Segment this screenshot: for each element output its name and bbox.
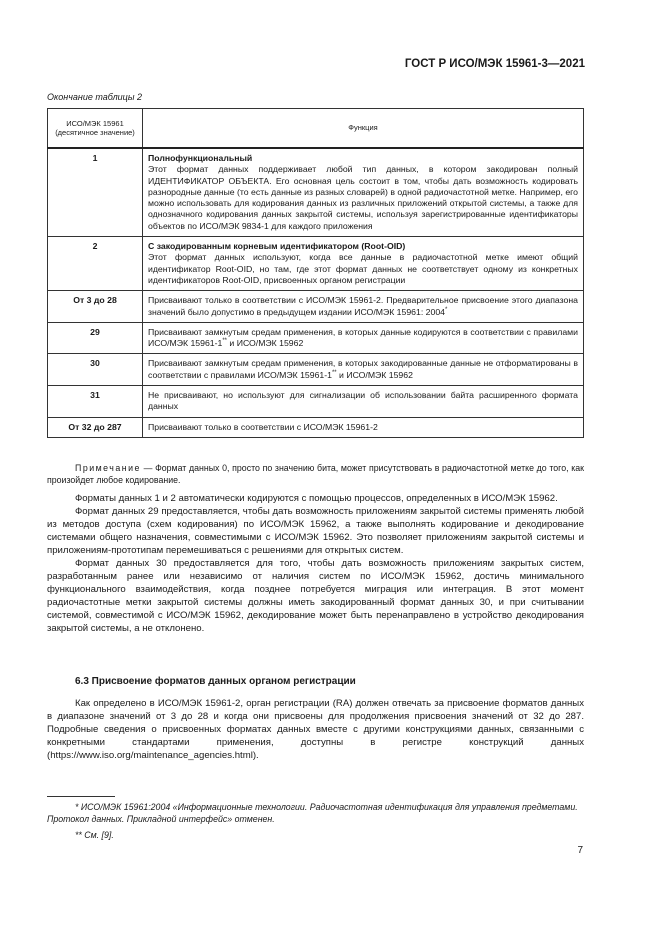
footnote-ref: * — [445, 306, 448, 313]
row-value: От 3 до 28 — [48, 291, 143, 323]
row-text: Присваивают только в соответствии с ИСО/МЭК 15961-2 — [143, 417, 584, 437]
row-text: Присваивают замкнутым средам применения, в которых данные кодируются в соответствии с правилами ИСО/МЭК 15961-1 — [148, 326, 578, 349]
table-row — [48, 417, 584, 437]
row-value: 29 — [48, 322, 143, 354]
footnote-divider — [47, 796, 115, 797]
body-text-block-1 — [47, 492, 584, 635]
table-row — [48, 354, 584, 386]
row-text: Этот формат данных используют, когда все данные в радиочастотной метке имеют общий идентификатор Root-OID, но там, где этот формат данных не соответствует одному из конкретных идентификаторов Root-OID, присвоенных органом регистрации — [148, 252, 578, 285]
body-text-block-2 — [47, 697, 584, 762]
row-text: Присваивают замкнутым средам применения, в которых закодированные данные не отформатированы в соответствии с правилами ИСО/МЭК 15961-1 — [148, 358, 578, 380]
footnote: * ИСО/МЭК 15961:2004 «Информационные технологии. Радиочастотная идентификация для управления предметами. Протокол данных. Прикладной интерфейс» отменен. — [47, 802, 578, 824]
table-row — [48, 322, 584, 354]
note-text: — Формат данных 0, просто по значению бита, может присутствовать в радиочастотной метке до того, как произойдет любое кодирование. — [47, 463, 584, 485]
row-title: С закодированным корневым идентификатором (Root-OID) — [148, 241, 406, 252]
page-number: 7 — [577, 845, 583, 856]
row-value: От 32 до 287 — [48, 417, 143, 437]
table-row — [48, 291, 584, 323]
row-text: Этот формат данных поддерживает любой тип данных, в котором закодирован полный ИДЕНТИФИКАТОР ОБЪЕКТА. Его основная цель состоит в том, чтобы дать возможность кодировать разнородные данные (то есть данные из разных словарей) в одной радиочастотной метке. Например, его можно использовать для кодирования данных из различных приложений открытой системы, а также для однозначного кодирования данных закрытой системы, используя зарегистрированные идентификаторы объектов по ИСО/МЭК 9834-1 для каждого приложения — [148, 164, 578, 231]
row-value: 2 — [48, 237, 143, 291]
footnotes — [47, 801, 584, 841]
footnote: ** См. [9]. — [75, 830, 114, 840]
paragraph: Как определено в ИСО/МЭК 15961-2, орган регистрации (RA) должен отвечать за присвоение форматов данных в диапазоне значений от 3 до 28 и когда они присвоены для продолжения присвоения значений от 32 до 287. Подробные сведения о присвоенных форматах данных вместе с другими конструкциями данных, связанными с конкретными стандартами применения, доступны в регистре конструкций данных (https://www.iso.org/maintenance_agencies.html). — [47, 698, 584, 761]
paragraph: Формат данных 30 предоставляется для того, чтобы дать возможность приложениям закрытых систем, разработанным ранее или независимо от наличия систем по ИСО/МЭК 15962, достичь минимального функционального взаимодействия, когда позднее потребуется миграция или интеграция. В этот момент радиочастотные метки закрытой системы должны иметь закодированный формат данных 30, и при считывании системой, совместимой с ИСО/МЭК 15962, декодирование может быть перенаправлено в устройство декодирования закрытой системы, а не отклонено. — [47, 558, 584, 634]
row-function — [143, 291, 584, 323]
table-row — [48, 148, 584, 237]
row-value: 31 — [48, 386, 143, 418]
row-value: 30 — [48, 354, 143, 386]
table-caption: Окончание таблицы 2 — [47, 92, 142, 102]
row-text: Присваивают только в соответствии с ИСО/МЭК 15961-2. Предварительное присвоение этого диапазона значений было допустимо в предыдущем издании ИСО/МЭК 15961: 2004 — [148, 295, 578, 317]
section-heading: 6.3 Присвоение форматов данных органом регистрации — [75, 676, 356, 687]
row-text: Не присваивают, но используют для сигнализации об использовании байта расширенного формата данных — [143, 386, 584, 418]
data-format-table — [47, 108, 584, 438]
paragraph: Форматы данных 1 и 2 автоматически кодируются с помощью процессов, определенных в ИСО/МЭК 15962. — [75, 493, 558, 504]
row-function — [143, 354, 584, 386]
footnote-ref: ** — [222, 338, 228, 345]
row-function — [143, 237, 584, 291]
note-label: Примечание — [75, 463, 141, 473]
column-header-function: Функция — [143, 109, 584, 149]
row-text-after: и ИСО/МЭК 15962 — [227, 338, 304, 349]
paragraph: Формат данных 29 предоставляется, чтобы дать возможность приложениям закрытой системы применять любой из методов доступа (схем кодирования) по ИСО/МЭК 15962, а также выполнять кодирование и декодирование системами общего назначения, совместимыми с ИСО/МЭК 15962. Это позволяет приложениям закрытой системы и приложениям-прототипам перемешиваться с решениями для открытых систем. — [47, 506, 584, 556]
table-row — [48, 237, 584, 291]
row-function — [143, 148, 584, 237]
row-value: 1 — [48, 148, 143, 237]
table-note — [47, 462, 584, 486]
footnote-ref: ** — [331, 369, 337, 376]
table-row — [48, 386, 584, 418]
document-header: ГОСТ Р ИСО/МЭК 15961-3—2021 — [404, 58, 585, 70]
row-text-after: и ИСО/МЭК 15962 — [336, 369, 413, 380]
row-title: Полнофункциональный — [148, 153, 253, 163]
column-header-value: ИСО/МЭК 15961 (десятичное значение) — [48, 109, 143, 149]
row-function — [143, 322, 584, 354]
